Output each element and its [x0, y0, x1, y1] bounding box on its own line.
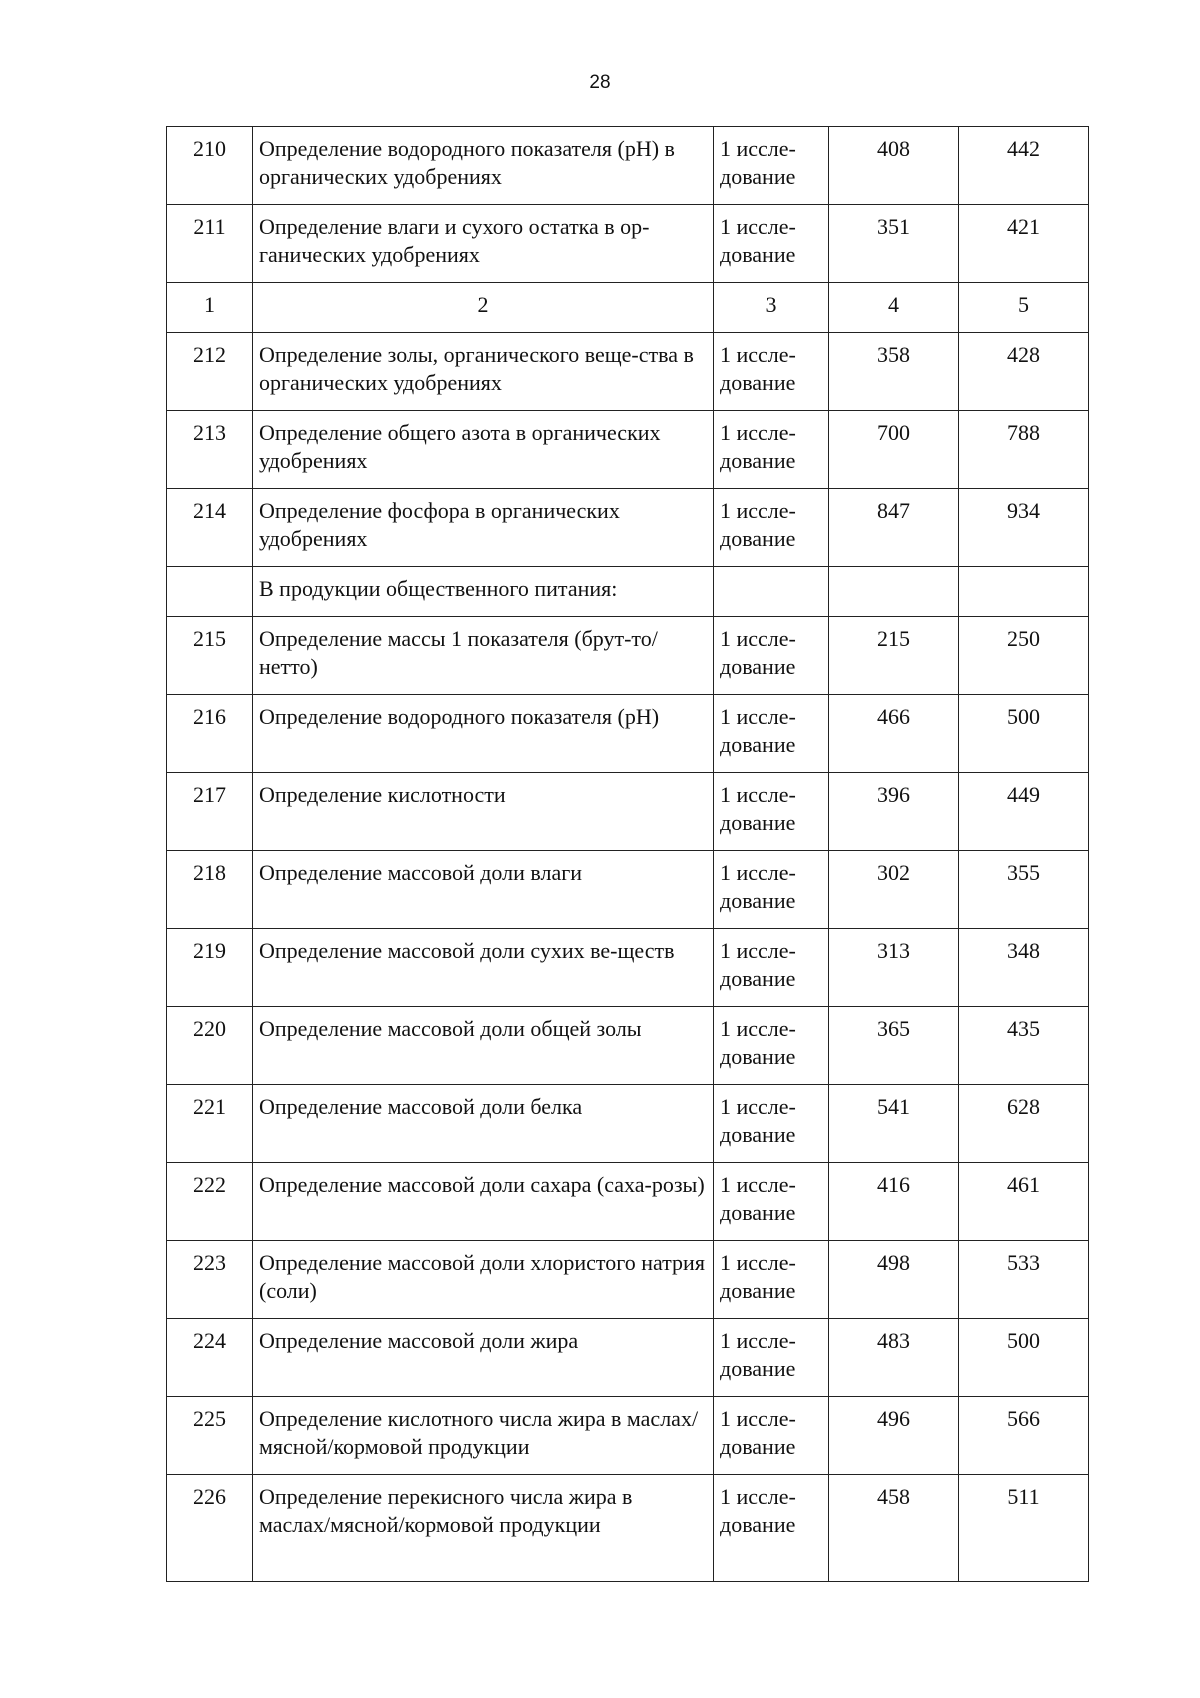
row-number: 213: [167, 411, 253, 489]
row-number: 217: [167, 773, 253, 851]
price-with-vat: 934: [959, 489, 1089, 567]
column-number: 5: [959, 283, 1089, 333]
row-number: 215: [167, 617, 253, 695]
section-title: В продукции общественного питания:: [253, 567, 714, 617]
price-table: [166, 126, 1089, 1582]
column-number: 4: [829, 283, 959, 333]
price-with-vat: 421: [959, 205, 1089, 283]
row-number: 221: [167, 1085, 253, 1163]
price-with-vat: 500: [959, 695, 1089, 773]
unit-cell: 1 иссле-дование: [714, 617, 829, 695]
service-name: Определение фосфора в органических удобрениях: [253, 489, 714, 567]
service-name: Определение водородного показателя (pH): [253, 695, 714, 773]
table-row: [167, 851, 1089, 929]
row-number: 222: [167, 1163, 253, 1241]
price-without-vat: 847: [829, 489, 959, 567]
row-number: 225: [167, 1397, 253, 1475]
unit-cell: 1 иссле-дование: [714, 411, 829, 489]
table-row: [167, 1319, 1089, 1397]
price-with-vat: 500: [959, 1319, 1089, 1397]
table-row: [167, 205, 1089, 283]
table-row: [167, 1007, 1089, 1085]
service-name: Определение кислотного числа жира в маслах/мясной/кормовой продукции: [253, 1397, 714, 1475]
price-without-vat: 351: [829, 205, 959, 283]
price-with-vat: 428: [959, 333, 1089, 411]
price-with-vat: 566: [959, 1397, 1089, 1475]
service-name: Определение массовой доли жира: [253, 1319, 714, 1397]
price-with-vat: 628: [959, 1085, 1089, 1163]
price-without-vat: 483: [829, 1319, 959, 1397]
price-with-vat: 435: [959, 1007, 1089, 1085]
row-number: 219: [167, 929, 253, 1007]
table-row: [167, 411, 1089, 489]
unit-cell: 1 иссле-дование: [714, 1241, 829, 1319]
price-with-vat: 788: [959, 411, 1089, 489]
unit-cell: 1 иссле-дование: [714, 851, 829, 929]
unit-cell: 1 иссле-дование: [714, 127, 829, 205]
service-name: Определение перекисного числа жира в маслах/мясной/кормовой продукции: [253, 1475, 714, 1582]
table-row: [167, 1163, 1089, 1241]
unit-cell: 1 иссле-дование: [714, 1007, 829, 1085]
table-row: [167, 127, 1089, 205]
table-row: [167, 489, 1089, 567]
service-name: Определение массовой доли белка: [253, 1085, 714, 1163]
table-row: [167, 695, 1089, 773]
price-without-vat: 365: [829, 1007, 959, 1085]
price-without-vat: 302: [829, 851, 959, 929]
service-name: Определение общего азота в органических удобрениях: [253, 411, 714, 489]
price-without-vat: 541: [829, 1085, 959, 1163]
unit-cell: 1 иссле-дование: [714, 695, 829, 773]
unit-cell: 1 иссле-дование: [714, 1475, 829, 1582]
price-with-vat: 442: [959, 127, 1089, 205]
column-number: 3: [714, 283, 829, 333]
row-number: 226: [167, 1475, 253, 1582]
unit-cell: 1 иссле-дование: [714, 1319, 829, 1397]
price-without-vat: 416: [829, 1163, 959, 1241]
price-without-vat: 700: [829, 411, 959, 489]
table-row: [167, 1241, 1089, 1319]
row-number: 220: [167, 1007, 253, 1085]
row-number: 210: [167, 127, 253, 205]
row-number: 211: [167, 205, 253, 283]
unit-cell: 1 иссле-дование: [714, 489, 829, 567]
table-row: [167, 1085, 1089, 1163]
price-without-vat: 458: [829, 1475, 959, 1582]
price-with-vat: 348: [959, 929, 1089, 1007]
row-number: 224: [167, 1319, 253, 1397]
unit-cell: 1 иссле-дование: [714, 1397, 829, 1475]
service-name: Определение массовой доли хлористого натрия (соли): [253, 1241, 714, 1319]
price-with-vat: 511: [959, 1475, 1089, 1582]
empty-cell: [829, 567, 959, 617]
unit-cell: 1 иссле-дование: [714, 333, 829, 411]
row-number: 223: [167, 1241, 253, 1319]
unit-cell: 1 иссле-дование: [714, 1163, 829, 1241]
service-name: Определение массы 1 показателя (брут-то/нетто): [253, 617, 714, 695]
service-name: Определение золы, органического веще-ства в органических удобрениях: [253, 333, 714, 411]
service-name: Определение влаги и сухого остатка в ор-ганических удобрениях: [253, 205, 714, 283]
service-name: Определение массовой доли сахара (саха-розы): [253, 1163, 714, 1241]
row-number: 216: [167, 695, 253, 773]
service-name: Определение водородного показателя (pH) в органических удобрениях: [253, 127, 714, 205]
unit-cell: 1 иссле-дование: [714, 1085, 829, 1163]
price-with-vat: 250: [959, 617, 1089, 695]
page-number: 28: [589, 72, 611, 93]
empty-cell: [714, 567, 829, 617]
section-row: [167, 567, 1089, 617]
service-name: Определение массовой доли влаги: [253, 851, 714, 929]
price-without-vat: 498: [829, 1241, 959, 1319]
empty-cell: [167, 567, 253, 617]
price-with-vat: 449: [959, 773, 1089, 851]
table-row: [167, 1397, 1089, 1475]
price-with-vat: 533: [959, 1241, 1089, 1319]
empty-cell: [959, 567, 1089, 617]
table-row: [167, 1475, 1089, 1582]
price-without-vat: 313: [829, 929, 959, 1007]
row-number: 218: [167, 851, 253, 929]
price-with-vat: 355: [959, 851, 1089, 929]
price-without-vat: 408: [829, 127, 959, 205]
service-name: Определение кислотности: [253, 773, 714, 851]
table-row: [167, 617, 1089, 695]
table-row: [167, 773, 1089, 851]
column-number-row: [167, 283, 1089, 333]
column-number: 2: [253, 283, 714, 333]
unit-cell: 1 иссле-дование: [714, 773, 829, 851]
table-row: [167, 929, 1089, 1007]
table-row: [167, 333, 1089, 411]
column-number: 1: [167, 283, 253, 333]
price-with-vat: 461: [959, 1163, 1089, 1241]
service-name: Определение массовой доли сухих ве-ществ: [253, 929, 714, 1007]
price-without-vat: 215: [829, 617, 959, 695]
row-number: 212: [167, 333, 253, 411]
service-name: Определение массовой доли общей золы: [253, 1007, 714, 1085]
price-without-vat: 396: [829, 773, 959, 851]
price-without-vat: 496: [829, 1397, 959, 1475]
row-number: 214: [167, 489, 253, 567]
unit-cell: 1 иссле-дование: [714, 205, 829, 283]
price-without-vat: 466: [829, 695, 959, 773]
unit-cell: 1 иссле-дование: [714, 929, 829, 1007]
price-without-vat: 358: [829, 333, 959, 411]
